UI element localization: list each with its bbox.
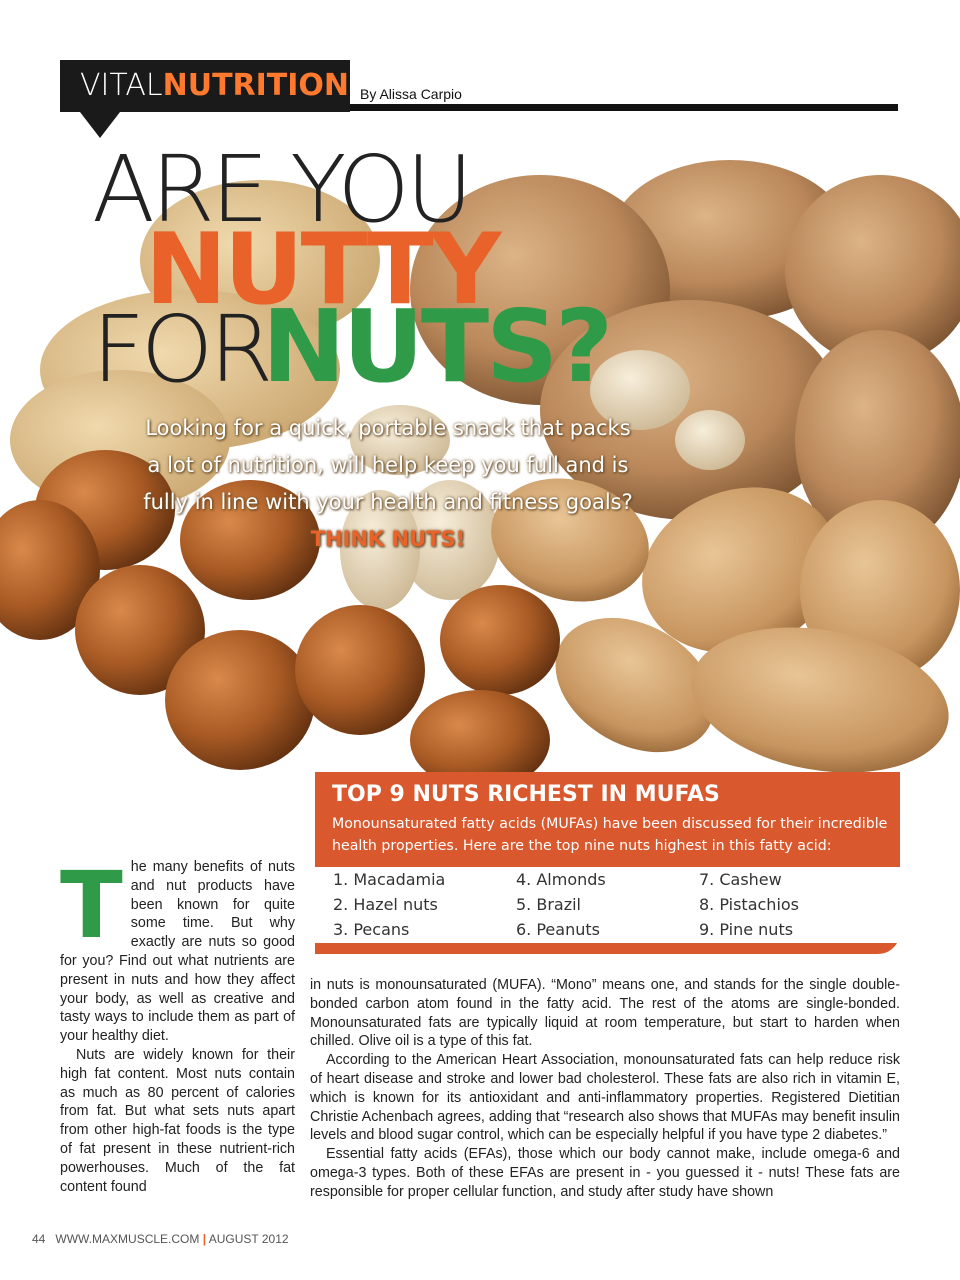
- page-footer: [32, 1232, 289, 1246]
- footer-separator: |: [202, 1232, 207, 1246]
- body-paragraph-5: Essential fatty acids (EFAs), those which our body cannot make, include omega-6 and omega-3 types. Both of these EFAs are present in - you guessed it - nuts! These fats are responsible for proper cellular function, and study after study have shown: [310, 1146, 900, 1200]
- dek-highlight: THINK NUTS!: [310, 527, 466, 551]
- sidebar-intro: Monounsaturated fatty acids (MUFAs) have been discussed for their incredible health properties. Here are the top nine nuts highest in this fatty acid:: [332, 816, 888, 854]
- byline: By Alissa Carpio: [360, 86, 462, 102]
- body-column-right: [310, 976, 900, 1202]
- list-item: 3. Pecans: [333, 920, 410, 939]
- title-line-3-nuts: NUTS?: [262, 288, 611, 405]
- hazelnut-6: [295, 605, 425, 735]
- body-paragraph-4: According to the American Heart Association, monounsaturated fats can help reduce risk of heart disease and stroke and lower bad cholesterol. These fats are also rich in vitamin E, which is known for its antioxidant and anti-inflammatory properties. Registered Dietitian Christie Achenbach agrees, adding that “research also shows that MUFAs may benefit insulin levels and blood sugar control, which can be especially helpful if you have type 2 diabetes.”: [310, 1052, 900, 1144]
- section-label-light: VITAL: [80, 68, 163, 103]
- section-label-bold: NUTRITION: [162, 68, 350, 103]
- list-item: 1. Macadamia: [333, 870, 446, 889]
- list-item: 2. Hazel nuts: [333, 895, 438, 914]
- list-item: 9. Pine nuts: [699, 920, 794, 939]
- nut-list: [315, 867, 900, 943]
- section-label: [80, 68, 349, 104]
- title-line-1: ARE YOU: [92, 136, 470, 243]
- section-tab-pointer: [80, 112, 120, 138]
- header-rule: [350, 104, 898, 111]
- list-item: 7. Cashew: [699, 870, 782, 889]
- hazelnut-7: [440, 585, 560, 695]
- list-item: 8. Pistachios: [699, 895, 800, 914]
- page-number: 44: [32, 1232, 46, 1246]
- title-line-3-for: FOR: [92, 296, 270, 403]
- sidebar-heading: TOP 9 NUTS RICHEST IN MUFAS: [332, 782, 720, 807]
- mufa-sidebar: [315, 772, 900, 954]
- footer-site: WWW.MAXMUSCLE.COM: [55, 1232, 200, 1246]
- list-item: 6. Peanuts: [516, 920, 600, 939]
- list-item: 5. Brazil: [516, 895, 581, 914]
- list-item: 4. Almonds: [516, 870, 606, 889]
- body-paragraph-3: in nuts is monounsaturated (MUFA). “Mono” means one, and stands for the single double-bonded carbon atom found in the fatty acid. The rest of the atoms are single-bonded. Monounsaturated fats are typically liquid at room temperature, but start to harden when chilled. Olive oil is a type of this fat.: [310, 977, 900, 1050]
- footer-date: AUGUST 2012: [208, 1232, 289, 1246]
- pistachio-4: [675, 410, 745, 470]
- dropcap: T: [60, 852, 123, 959]
- title-line-2: NUTTY: [145, 213, 499, 327]
- body-column-left: [60, 852, 295, 1196]
- dek: [138, 410, 638, 558]
- dek-text: Looking for a quick, portable snack that packs a lot of nutrition, will help keep you full and is fully in line with your health and fitness goals?: [143, 416, 633, 514]
- body-paragraph-2: Nuts are widely known for their high fat content. Most nuts contain as much as 80 percent of calories from fat. But what sets nuts apart from other high-fat foods is the type of fat present in these nutrient-rich powerhouses. Much of the fat content found: [60, 1046, 295, 1195]
- body-paragraph-1: he many benefits of nuts and nut products have been known for quite some time. But why exactly are nuts so good for you? Find out what nutrients are present in nuts and how they affect your body, as well as creative and tasty ways to include them as part of your healthy diet.: [60, 859, 295, 1045]
- hazelnut-5: [165, 630, 315, 770]
